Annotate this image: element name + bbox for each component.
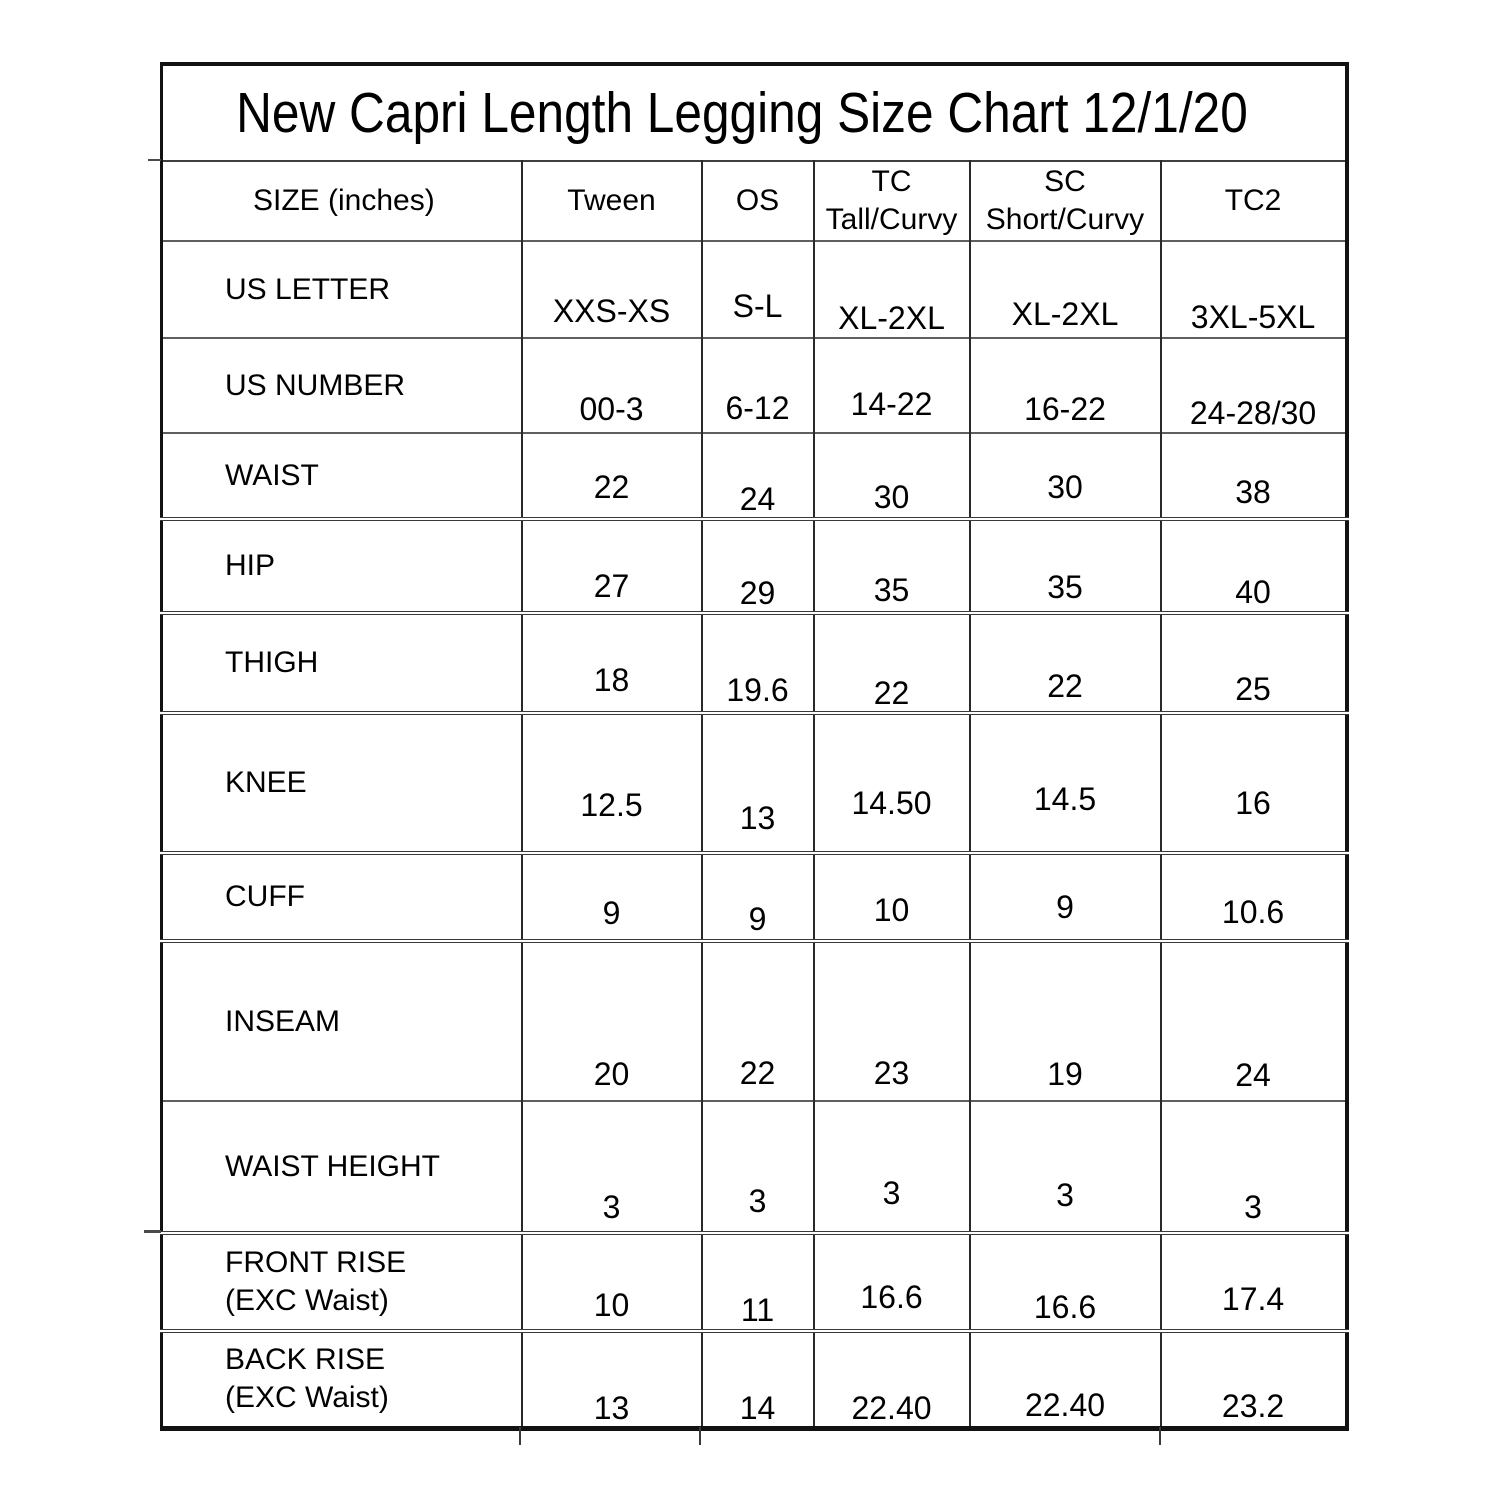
cell-value	[814, 941, 970, 1101]
row-label	[162, 1233, 522, 1331]
cell-value	[814, 241, 970, 338]
cell-value-text: 35	[1047, 569, 1083, 605]
column-header-sc	[970, 161, 1161, 241]
cell-value	[1161, 1233, 1347, 1331]
cell-value	[814, 338, 970, 433]
row-label	[162, 241, 522, 338]
cell-value-text: 10.6	[1221, 894, 1285, 930]
table-row-knee	[162, 713, 1347, 853]
cell-value-text: 9	[748, 901, 767, 937]
cell-value-text: XXS-XS	[552, 293, 671, 329]
cell-value	[522, 853, 702, 941]
column-header-tc2-label: TC2	[1224, 184, 1282, 217]
cell-value	[814, 713, 970, 853]
column-header-tween-label: Tween	[567, 184, 656, 217]
cell-value-text: 9	[602, 895, 621, 931]
column-header-os-label: OS	[735, 184, 780, 217]
row-sublabel-text: (EXC Waist)	[225, 1284, 389, 1317]
cell-value	[1161, 519, 1347, 613]
cell-value	[970, 519, 1161, 613]
row-label	[162, 713, 522, 853]
cell-value	[1161, 338, 1347, 433]
cell-value-text: 22	[739, 1055, 776, 1091]
column-header-size	[162, 161, 522, 241]
cell-value	[1161, 433, 1347, 519]
row-label-text: CUFF	[225, 880, 305, 913]
row-label-text: HIP	[225, 549, 276, 582]
cell-value-text: 22	[593, 469, 630, 505]
cell-value	[702, 241, 814, 338]
cell-value-text: 22.40	[851, 1389, 932, 1426]
row-label-text: FRONT RISE	[225, 1246, 407, 1279]
cell-value	[970, 1233, 1161, 1331]
row-label-text: KNEE	[225, 766, 307, 799]
row-label-text: WAIST HEIGHT	[225, 1149, 441, 1183]
row-label	[162, 853, 522, 941]
cell-value-text: 23	[873, 1055, 910, 1091]
cell-value	[522, 241, 702, 338]
cell-value-text: 38	[1235, 474, 1271, 510]
cell-value	[702, 1233, 814, 1331]
column-header-os	[702, 161, 814, 241]
table-row-waist-height	[162, 1101, 1347, 1233]
cell-value	[970, 941, 1161, 1101]
cell-value-text: 19.6	[726, 672, 789, 708]
column-header-tc	[814, 161, 970, 241]
cell-value	[814, 519, 970, 613]
cell-value	[522, 1101, 702, 1233]
table-row-front-rise	[162, 1233, 1347, 1331]
cell-value-text: 3	[1056, 1177, 1074, 1213]
row-label	[162, 433, 522, 519]
cell-value-text: 18	[593, 662, 630, 698]
cell-value	[702, 519, 814, 613]
table-row-back-rise	[162, 1331, 1347, 1428]
cell-value-text: 3	[882, 1175, 901, 1211]
cell-value-text: 22	[1047, 668, 1083, 704]
cell-value-text: 16.6	[1033, 1289, 1097, 1325]
cell-value-text: 14-22	[850, 386, 933, 422]
table-row-waist	[162, 433, 1347, 519]
cell-value	[702, 613, 814, 713]
cell-value	[814, 1331, 970, 1428]
cell-value-text: 25	[1235, 671, 1271, 707]
cell-value	[702, 433, 814, 519]
cell-value-text: 24	[1235, 1057, 1271, 1093]
cell-value-text: 20	[593, 1056, 630, 1092]
column-header-tc-sublabel: Tall/Curvy	[825, 203, 958, 236]
cell-value	[1161, 1331, 1347, 1428]
cell-value	[970, 241, 1161, 338]
cell-value-text: XL-2XL	[1011, 296, 1119, 332]
cell-value	[522, 713, 702, 853]
cell-value-text: 14.5	[1033, 781, 1097, 817]
table-row-us-letter	[162, 241, 1347, 338]
cell-value-text: 23.2	[1221, 1387, 1285, 1424]
cell-value	[702, 1101, 814, 1233]
cell-value	[702, 713, 814, 853]
size-chart-table	[160, 62, 1349, 1431]
column-header-tc-label: TC	[871, 165, 912, 198]
cell-value-text: 14.50	[851, 785, 932, 821]
cell-value	[702, 853, 814, 941]
row-label-text: BACK RISE	[225, 1343, 386, 1377]
cell-value	[1161, 1101, 1347, 1233]
cell-value	[702, 941, 814, 1101]
left-line-stub-title	[148, 159, 161, 161]
row-label-text: WAIST	[225, 458, 319, 492]
bottom-line-stub-2	[699, 1427, 701, 1445]
row-label	[162, 1101, 522, 1233]
column-header-sc-sublabel: Short/Curvy	[985, 203, 1145, 236]
table-row-us-number	[162, 338, 1347, 433]
cell-value-text: S-L	[732, 288, 783, 324]
column-header-sc-label: SC	[1044, 165, 1086, 198]
row-label	[162, 1331, 522, 1428]
left-line-stub-frontrise	[144, 1230, 161, 1233]
cell-value	[702, 338, 814, 433]
cell-value	[1161, 941, 1347, 1101]
cell-value	[522, 941, 702, 1101]
column-header-tween	[522, 161, 702, 241]
row-label-text: THIGH	[225, 646, 319, 679]
cell-value-text: 24	[739, 481, 776, 517]
cell-value	[970, 853, 1161, 941]
cell-value-text: 13	[739, 800, 776, 836]
cell-value-text: XL-2XL	[838, 300, 945, 336]
cell-value	[970, 613, 1161, 713]
cell-value	[1161, 853, 1347, 941]
cell-value	[970, 713, 1161, 853]
cell-value-text: 22	[873, 675, 910, 711]
cell-value	[814, 433, 970, 519]
cell-value-text: 3	[748, 1183, 767, 1219]
cell-value	[814, 1233, 970, 1331]
cell-value	[522, 1331, 702, 1428]
size-table-body	[162, 64, 1347, 1428]
cell-value-text: 16	[1235, 785, 1271, 821]
cell-value-text: 00-3	[579, 391, 644, 427]
cell-value-text: 3	[1244, 1189, 1262, 1225]
row-label	[162, 941, 522, 1101]
cell-value-text: 10	[593, 1287, 630, 1323]
title-row	[162, 64, 1347, 161]
cell-value-text: 35	[873, 572, 910, 608]
cell-value-text: 22.40	[1024, 1386, 1106, 1423]
cell-value-text: 6-12	[725, 390, 790, 426]
cell-value	[1161, 713, 1347, 853]
cell-value	[970, 433, 1161, 519]
row-label-text: US NUMBER	[225, 368, 406, 402]
title-cell	[162, 64, 1347, 161]
cell-value-text: 11	[740, 1292, 775, 1328]
row-sublabel-text: (EXC Waist)	[225, 1381, 389, 1415]
table-row-cuff	[162, 853, 1347, 941]
cell-value-text: 13	[593, 1389, 630, 1426]
cell-value-text: 27	[593, 568, 630, 604]
cell-value	[702, 1331, 814, 1428]
cell-value	[814, 853, 970, 941]
cell-value	[814, 1101, 970, 1233]
cell-value	[522, 519, 702, 613]
cell-value	[970, 338, 1161, 433]
bottom-line-stub-3	[1159, 1427, 1161, 1445]
row-label-text: US LETTER	[225, 272, 391, 306]
cell-value-text: 3	[602, 1189, 621, 1225]
row-label	[162, 613, 522, 713]
cell-value	[970, 1331, 1161, 1428]
header-row	[162, 161, 1347, 241]
cell-value-text: 24-28/30	[1189, 395, 1317, 431]
table-row-hip	[162, 519, 1347, 613]
cell-value	[970, 1101, 1161, 1233]
cell-value-text: 30	[873, 479, 910, 515]
column-header-tc2	[1161, 161, 1347, 241]
table-row-inseam	[162, 941, 1347, 1101]
row-label-text: INSEAM	[225, 1004, 341, 1038]
cell-value	[1161, 613, 1347, 713]
cell-value-text: 19	[1047, 1056, 1083, 1092]
cell-value	[522, 338, 702, 433]
cell-value-text: 30	[1047, 469, 1083, 505]
cell-value-text: 3XL-5XL	[1190, 299, 1316, 335]
cell-value-text: 16.6	[860, 1279, 923, 1315]
column-header-size-label: SIZE (inches)	[253, 184, 435, 217]
cell-value-text: 10	[873, 892, 910, 928]
cell-value	[522, 613, 702, 713]
row-label	[162, 519, 522, 613]
cell-value	[1161, 241, 1347, 338]
cell-value-text: 29	[739, 575, 776, 611]
bottom-line-stub-1	[519, 1427, 521, 1445]
row-label	[162, 338, 522, 433]
cell-value-text: 14	[739, 1389, 776, 1426]
cell-value	[814, 613, 970, 713]
cell-value-text: 16-22	[1024, 391, 1106, 427]
cell-value-text: 17.4	[1221, 1281, 1285, 1317]
chart-title: New Capri Length Legging Size Chart 12/1/20	[236, 81, 1248, 145]
cell-value	[522, 433, 702, 519]
cell-value-text: 12.5	[580, 787, 643, 823]
cell-value-text: 40	[1235, 574, 1271, 610]
cell-value-text: 9	[1056, 889, 1074, 925]
cell-value	[522, 1233, 702, 1331]
table-row-thigh	[162, 613, 1347, 713]
